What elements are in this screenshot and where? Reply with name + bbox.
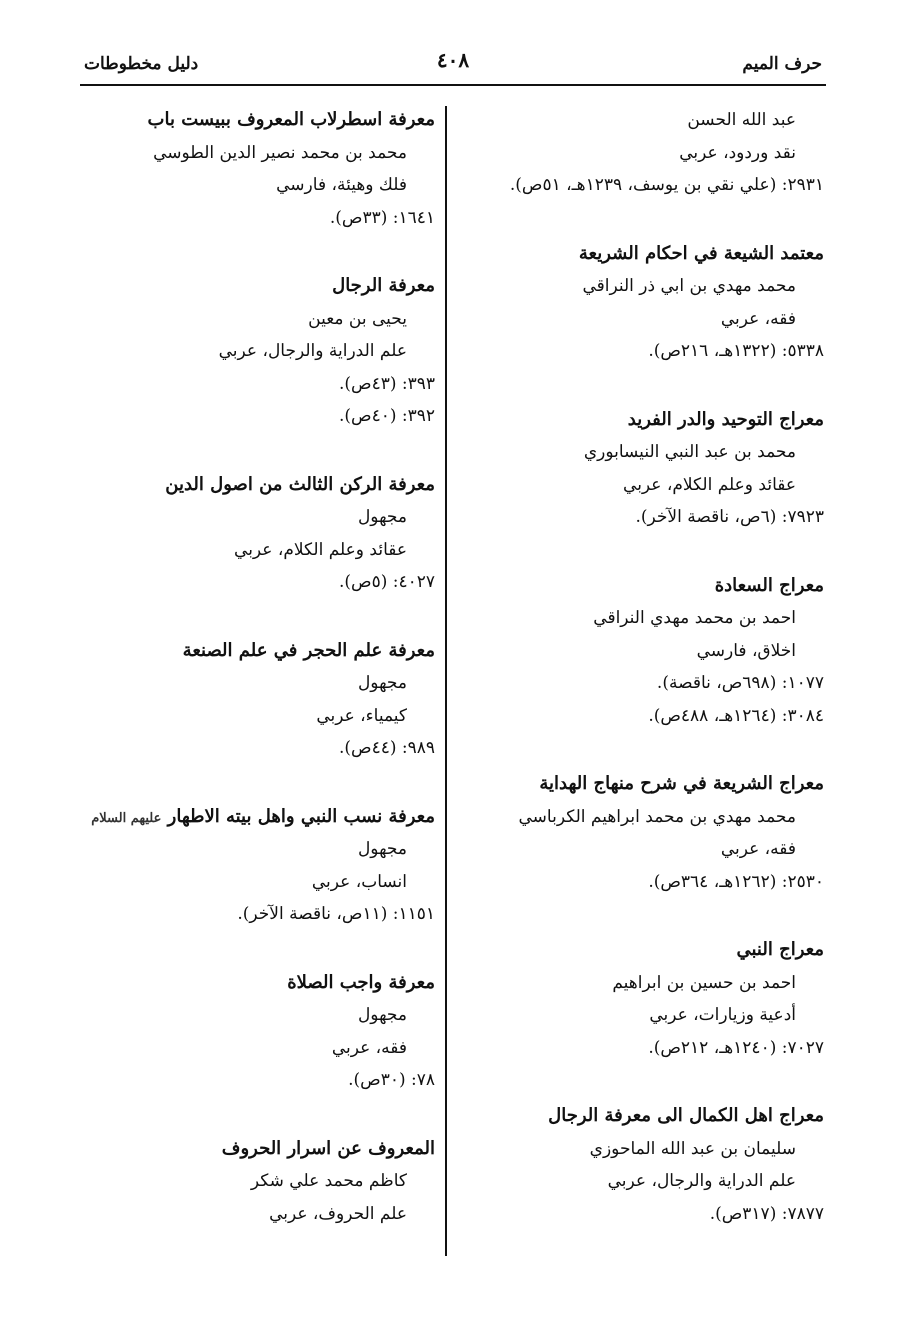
entry-subject: علم الحروف، عربي [269, 1203, 407, 1224]
entry-copy: ٧٩٢٣: (٦ص، ناقصة الآخر). [635, 507, 824, 527]
entry-line: نقد وردود، عربي [679, 142, 796, 163]
entry-copy: ٢٥٣٠: (١٢٦٢هـ، ٣٦٤ص). [648, 871, 824, 892]
entry-title: معراج النبي [736, 939, 824, 960]
entry-author: محمد مهدي بن ابي ذر النراقي [582, 276, 796, 296]
entry [85, 104, 435, 234]
entry [484, 404, 824, 534]
entry-copy: ٩٨٩: (٤٤ص). [338, 738, 435, 758]
entry-author: مجهول [357, 673, 407, 693]
entry-subject: عقائد وعلم الكلام، عربي [234, 539, 407, 560]
entry [85, 270, 435, 433]
entry-copy: ٥٣٣٨: (١٣٢٢هـ، ٢١٦ص). [648, 341, 824, 361]
entry-subject: علم الدراية والرجال، عربي [607, 1171, 796, 1191]
entry-line: عبد الله الحسن [687, 110, 796, 130]
entry-line: ٢٩٣١: (علي نقي بن يوسف، ١٢٣٩هـ، ٥١ص). [509, 175, 824, 195]
book-title: دليل مخطوطات [84, 54, 199, 74]
entry-subject: انساب، عربي [311, 871, 407, 892]
entry [484, 1100, 824, 1230]
entry-title: معرفة علم الحجر في علم الصنعة [182, 639, 435, 661]
entry-author: كاظم محمد علي شكر [250, 1171, 407, 1191]
entry-author: محمد مهدي بن محمد ابراهيم الكرباسي [518, 806, 796, 827]
entry-subject: اخلاق، فارسي [696, 640, 796, 661]
entry-author: سليمان بن عبد الله الماحوزي [589, 1138, 796, 1159]
entry [85, 801, 435, 931]
entry-title: معراج اهل الكمال الى معرفة الرجال [548, 1105, 824, 1126]
entry-title: المعروف عن اسرار الحروف [221, 1137, 435, 1159]
entry-author: محمد بن عبد النبي النيسابوري [583, 442, 796, 462]
entry-copy: ٧٨٧٧: (٣١٧ص). [709, 1203, 824, 1224]
entry-copy: ٤٠٢٧: (٥ص). [338, 572, 435, 592]
entry-copy: ٣٩٣: (٤٣ص). [338, 373, 435, 394]
entry-title: معراج الشريعة في شرح منهاج الهداية [539, 773, 824, 794]
page-header [80, 44, 826, 86]
entry-title: معراج التوحيد والدر الفريد [627, 408, 824, 430]
entry-author: احمد بن محمد مهدي النراقي [593, 608, 796, 628]
entry [85, 1133, 435, 1231]
entry-copy: ١١٥١: (١١ص، ناقصة الآخر). [237, 904, 435, 924]
entry-author: احمد بن حسين بن ابراهيم [612, 972, 796, 993]
entry [85, 469, 435, 599]
entry-subject: علم الدراية والرجال، عربي [218, 341, 407, 361]
entry [484, 768, 824, 898]
right-column [484, 104, 824, 1230]
entry [85, 635, 435, 765]
entry [484, 104, 824, 202]
entry-copy: ٣٩٢: (٤٠ص). [338, 406, 435, 426]
entry-title: معراج السعادة [714, 574, 824, 596]
entry-copy: ٧٠٢٧: (١٢٤٠هـ، ٢١٢ص). [648, 1037, 824, 1058]
entry-copy: ٣٠٨٤: (١٢٦٤هـ، ٤٨٨ص). [648, 705, 824, 726]
entry-author: يحيى بن معين [308, 308, 407, 329]
entry [484, 238, 824, 368]
entry-subject: فقه، عربي [720, 308, 796, 329]
entry [484, 570, 824, 733]
entry-author: مجهول [357, 507, 407, 527]
column-divider [445, 106, 447, 1256]
honorific-mark: عليهم السلام [91, 810, 162, 826]
entry-copy: ١٠٧٧: (٦٩٨ص، ناقصة). [656, 673, 824, 693]
entry-title-row [85, 801, 435, 834]
entry-copy: ١٦٤١: (٣٣ص). [329, 207, 435, 228]
chapter-title: حرف الميم [742, 54, 822, 74]
entry-title: معرفة نسب النبي واهل بيته الاطهار [167, 805, 435, 827]
entry-copy: ٧٨: (٣٠ص). [348, 1070, 435, 1090]
entry-title: معرفة واجب الصلاة [287, 971, 435, 993]
entry-subject: فقه، عربي [720, 839, 796, 859]
entry-title: معرفة اسطرلاب المعروف ببيست باب [147, 109, 435, 130]
left-column [85, 104, 435, 1230]
entry-subject: فلك وهيئة، فارسي [276, 175, 407, 195]
entry-subject: أدعية وزيارات، عربي [649, 1005, 796, 1025]
page-number: ٤٠٨ [436, 48, 470, 72]
entry-title: معرفة الرجال [332, 275, 435, 296]
entry [484, 934, 824, 1064]
entry [85, 967, 435, 1097]
entry-title: معرفة الركن الثالث من اصول الدين [165, 473, 435, 495]
entry-subject: عقائد وعلم الكلام، عربي [623, 474, 796, 495]
entry-author: محمد بن محمد نصير الدين الطوسي [153, 142, 407, 163]
entry-author: مجهول [357, 839, 407, 859]
entry-author: مجهول [357, 1005, 407, 1025]
entry-subject: كيمياء، عربي [316, 705, 407, 726]
entry-title: معتمد الشيعة في احكام الشريعة [578, 242, 824, 264]
entry-subject: فقه، عربي [331, 1037, 407, 1058]
